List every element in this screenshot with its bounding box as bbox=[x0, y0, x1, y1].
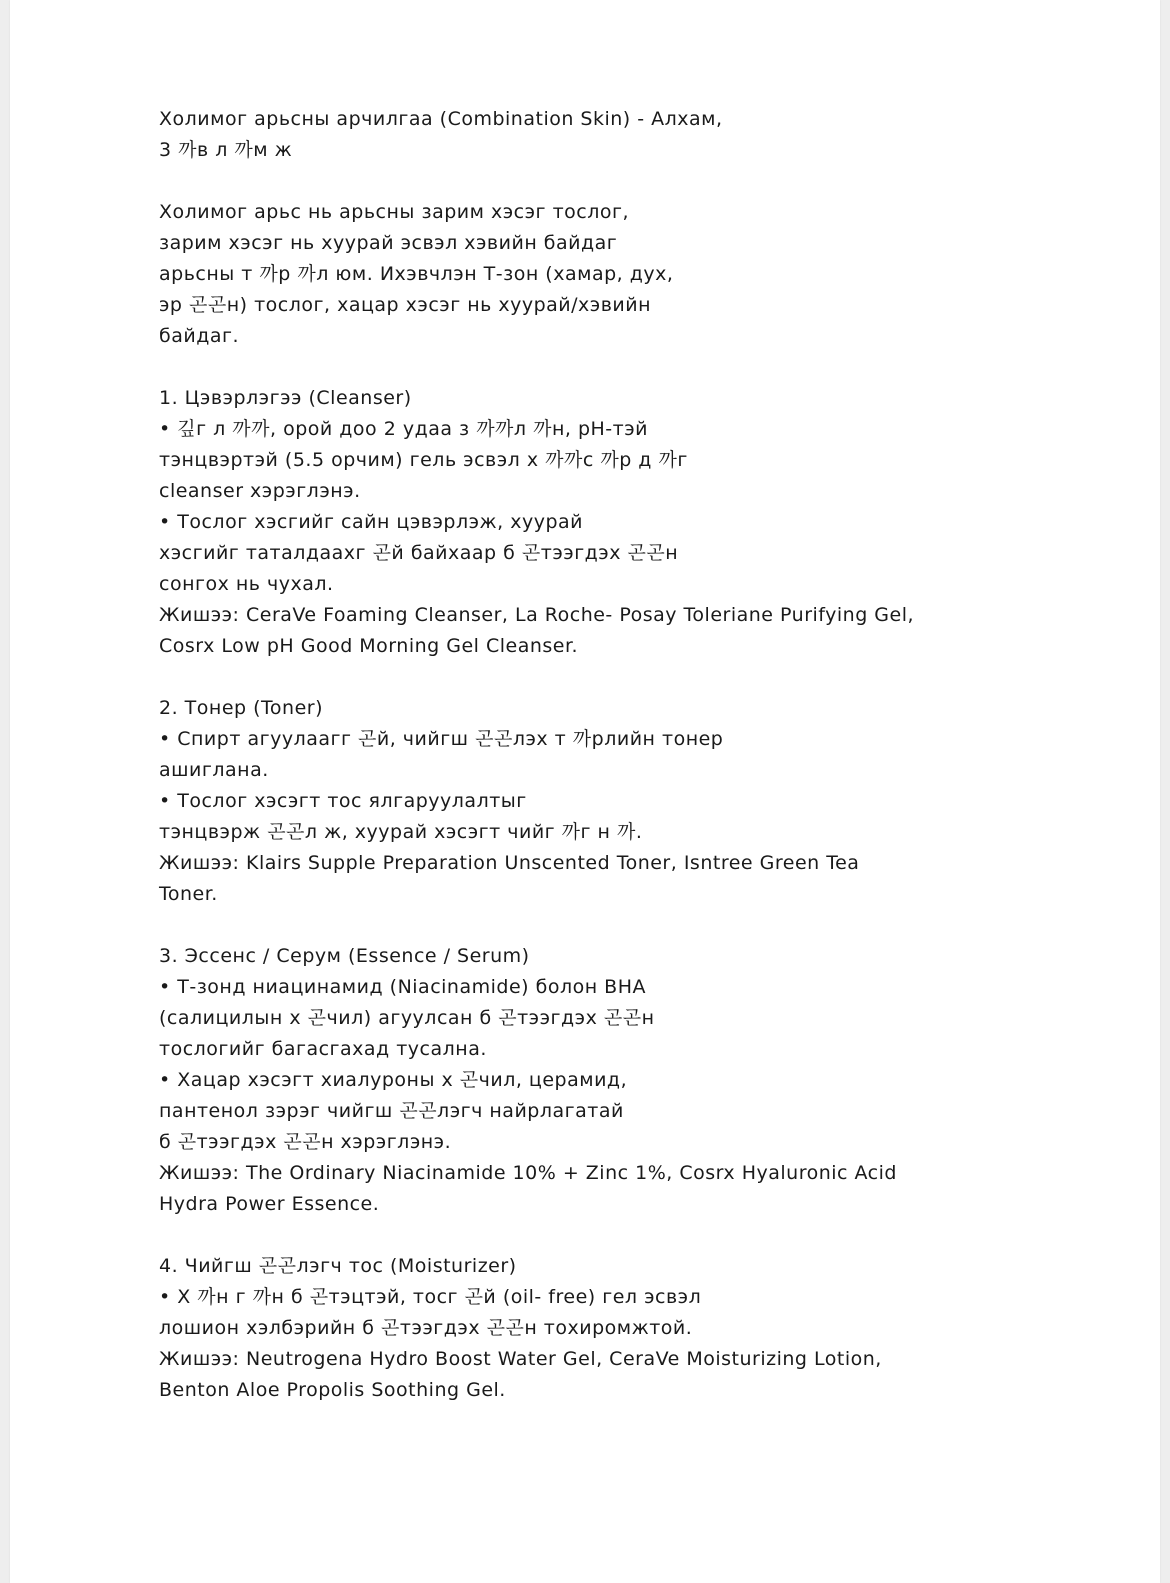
section-line: • Хацар хэсэгт хиалуроны х 곤чил, церамид, bbox=[159, 1069, 628, 1091]
paragraph-gap bbox=[159, 910, 1019, 941]
section-line: тэнцвэртэй (5.5 орчим) гель эсвэл х 까까с 까р д 까г bbox=[159, 449, 688, 471]
example-line: Жишээ: The Ordinary Niacinamide 10% + Zinc 1%, Cosrx Hyaluronic Acid bbox=[159, 1162, 897, 1184]
intro-line: эр 곤곤н) тослог, хацар хэсэг нь хуурай/хэвийн bbox=[159, 294, 652, 316]
section-line: • Спирт агуулаагг 곤й, чийгш 곤곤лэх т 까рлийн тонер bbox=[159, 728, 724, 750]
section-line: б 곤тээгдэх 곤곤н хэрэглэнэ. bbox=[159, 1131, 452, 1153]
section-line: хэсгийг таталдаахг 곤й байхаар б 곤тээгдэх 곤곤н bbox=[159, 542, 679, 564]
section-line: сонгох нь чухал. bbox=[159, 573, 334, 595]
paragraph-gap bbox=[159, 166, 1019, 197]
intro-line: арьсны т 까р 까л юм. Ихэвчлэн Т-зон (хамар, дух, bbox=[159, 263, 674, 285]
section-cleanser bbox=[159, 383, 1019, 662]
paragraph-gap bbox=[159, 1220, 1019, 1251]
section-line: cleanser хэрэглэнэ. bbox=[159, 480, 361, 502]
section-line: • Т-зонд ниацинамид (Niacinamide) болон BHA bbox=[159, 976, 646, 998]
section-line: • 깊г л 까까, орой доо 2 удаа з 까까л 까н, pH-тэй bbox=[159, 418, 648, 440]
section-heading: 1. Цэвэрлэгээ (Cleanser) bbox=[159, 387, 412, 409]
paragraph-gap bbox=[159, 352, 1019, 383]
example-line: Hydra Power Essence. bbox=[159, 1193, 380, 1215]
section-line: лошион хэлбэрийн б 곤тээгдэх 곤곤н тохиромжтой. bbox=[159, 1317, 693, 1339]
section-line: • Тослог хэсэгт тос ялгаруулалтыг bbox=[159, 790, 527, 812]
section-toner bbox=[159, 693, 1019, 910]
intro-line: Холимог арьс нь арьсны зарим хэсэг тослог, bbox=[159, 201, 629, 223]
section-moisturizer bbox=[159, 1251, 1019, 1406]
title-line: Холимог арьсны арчилгаа (Combination Skin) - Алхам, bbox=[159, 108, 723, 130]
section-heading: 2. Тонер (Toner) bbox=[159, 697, 323, 719]
example-line: Cosrx Low pH Good Morning Gel Cleanser. bbox=[159, 635, 579, 657]
document-page bbox=[10, 0, 1160, 1583]
section-line: • Х 까н г 까н б 곤тэцтэй, тосг 곤й (oil- free) гел эсвэл bbox=[159, 1286, 702, 1308]
intro-line: зарим хэсэг нь хуурай эсвэл хэвийн байдаг bbox=[159, 232, 618, 254]
section-line: ашиглана. bbox=[159, 759, 269, 781]
example-line: Benton Aloe Propolis Soothing Gel. bbox=[159, 1379, 506, 1401]
example-line: Жишээ: Klairs Supple Preparation Unscented Toner, Isntree Green Tea bbox=[159, 852, 860, 874]
title-line: 3 까в л 까м ж bbox=[159, 139, 293, 161]
section-line: тослогийг багасгахад тусална. bbox=[159, 1038, 487, 1060]
example-line: Жишээ: CeraVe Foaming Cleanser, La Roche- Posay Toleriane Purifying Gel, bbox=[159, 604, 915, 626]
section-heading: 3. Эссенс / Серум (Essence / Serum) bbox=[159, 945, 530, 967]
example-line: Жишээ: Neutrogena Hydro Boost Water Gel, CeraVe Moisturizing Lotion, bbox=[159, 1348, 882, 1370]
section-line: тэнцвэрж 곤곤л ж, хуурай хэсэгт чийг 까г н 까. bbox=[159, 821, 643, 843]
document-body bbox=[159, 104, 1019, 1406]
paragraph-gap bbox=[159, 662, 1019, 693]
section-heading: 4. Чийгш 곤곤лэгч тос (Moisturizer) bbox=[159, 1255, 517, 1277]
section-line: (салицилын х 곤чил) агуулсан б 곤тээгдэх 곤곤н bbox=[159, 1007, 655, 1029]
intro-line: байдаг. bbox=[159, 325, 240, 347]
example-line: Toner. bbox=[159, 883, 218, 905]
section-serum bbox=[159, 941, 1019, 1220]
section-line: • Тослог хэсгийг сайн цэвэрлэж, хуурай bbox=[159, 511, 584, 533]
section-line: пантенол зэрэг чийгш 곤곤лэгч найрлагатай bbox=[159, 1100, 624, 1122]
